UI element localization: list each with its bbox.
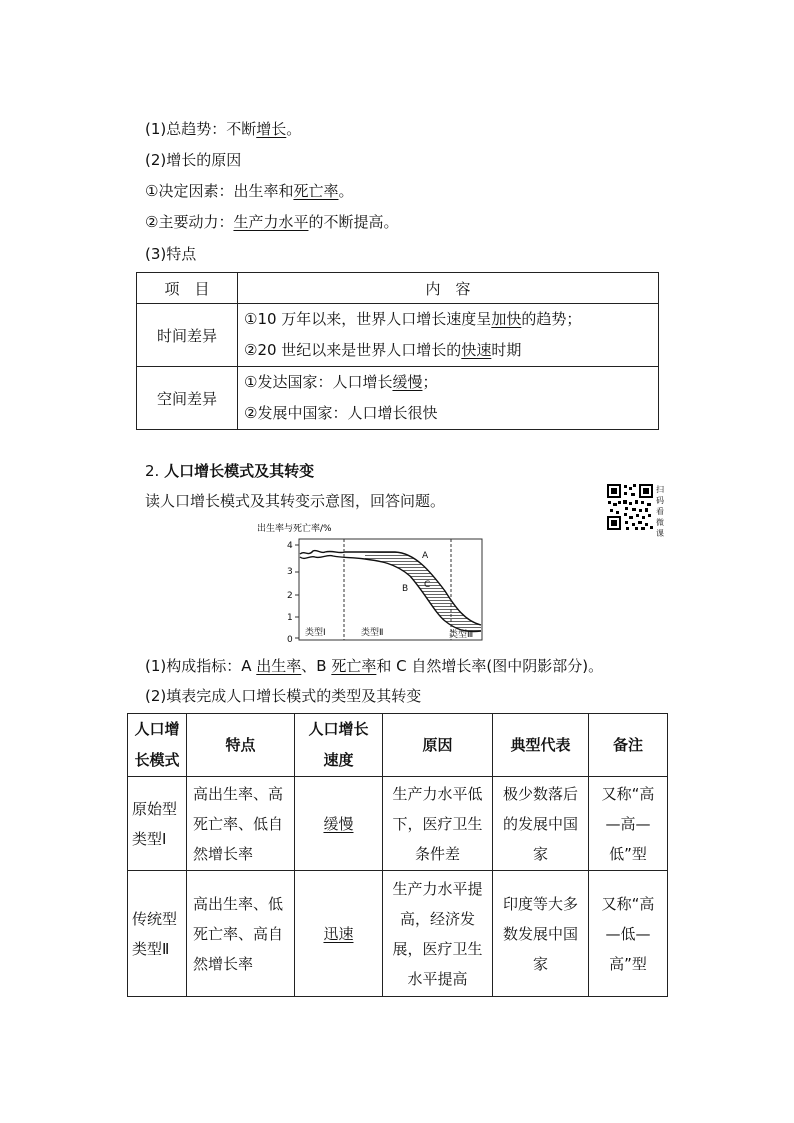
row2-example-text: 印度等大多数发展中国家 [502,894,578,973]
row2-reason-text: 生产力水平提高，经济发展，医疗卫生水平提高 [392,879,483,988]
zone-type-2: 类型Ⅱ [361,628,384,638]
header-speed-text: 人口增长速度 [308,720,369,769]
label-b: B [402,584,409,594]
header-example: 典型代表 [493,714,589,777]
y-tick-3: 3 [287,567,293,577]
time-diff-1-end: 的趋势； [521,310,582,328]
zone-type-1: 类型Ⅰ [305,628,326,638]
features-table-header [137,273,659,304]
growth-model-table-header [128,714,668,777]
qr-label: 扫码看微课 [656,485,664,538]
section-2-heading [145,460,314,481]
table-row [128,871,668,997]
row1-mode-text: 原始型类型Ⅰ [132,799,178,848]
trend-line [145,118,301,139]
row2-note-text: 又称“高—低—高”型 [601,894,655,973]
header-mode [128,714,187,777]
time-diff-point-2 [244,335,658,366]
time-diff-2-text: ②20 世纪以来是世界人口增长的 [244,341,462,359]
row2-reason [383,871,493,997]
space-diff-content [238,367,659,430]
table-row-time [137,304,659,367]
row1-feature [187,777,295,871]
q1-answer-a: 出生率 [256,657,302,675]
main-driver-line [145,211,398,232]
y-tick-2: 2 [287,591,293,601]
section-2-intro: 读人口增长模式及其转变示意图，回答问题。 [145,492,446,510]
time-diff-2-end: 时期 [491,341,522,359]
row1-note-text: 又称“高—高—低”型 [601,784,655,863]
header-mode-text: 人口增长模式 [134,720,180,769]
deciding-factor-line [145,180,353,201]
header-item: 项 目 [137,273,238,304]
header-speed [295,714,383,777]
space-diff-1-end: ； [422,373,438,391]
section-title: 人口增长模式及其转变 [164,462,315,480]
q1-answer-b: 死亡率 [331,657,377,675]
row1-speed-text: 缓慢 [323,814,354,833]
time-diff-point-1 [244,304,658,335]
main-driver-text: ②主要动力： [145,213,234,231]
time-diff-content [238,304,659,367]
label-a: A [422,551,429,561]
features-heading: (3)特点 [145,245,197,263]
row2-speed-text: 迅速 [323,924,354,943]
growth-model-table [127,713,668,997]
deciding-factor-end: 。 [338,182,354,200]
main-driver-end: 的不断提高。 [308,213,399,231]
features-table [136,272,659,430]
space-diff-label: 空间差异 [137,367,238,430]
q1-mid: 、B [301,657,332,675]
zone-type-3: 类型Ⅲ [449,630,474,640]
row2-speed [295,871,383,997]
growth-reason-heading: (2)增长的原因 [145,151,242,169]
space-diff-1-answer: 缓慢 [392,373,423,391]
row2-note [589,871,668,997]
deciding-factor-text: ①决定因素：出生率和 [145,182,294,200]
table-row-space [137,367,659,430]
label-c: C [424,580,431,590]
time-diff-1-text: ①10 万年以来，世界人口增长速度呈 [244,310,492,328]
header-reason: 原因 [383,714,493,777]
row1-example-text: 极少数落后的发展中国家 [502,784,578,863]
y-axis-label: 出生率与死亡率/% [257,524,332,534]
trend-text: (1)总趋势：不断 [145,120,257,138]
row2-example [493,871,589,997]
row1-speed [295,777,383,871]
q1-text: (1)构成指标：A [145,657,257,675]
header-content: 内 容 [238,273,659,304]
header-note: 备注 [589,714,668,777]
row1-mode [128,777,187,871]
row2-feature-text: 高出生率、低死亡率、高自然增长率 [193,894,284,973]
header-feature: 特点 [187,714,295,777]
row1-example [493,777,589,871]
y-tick-4: 4 [287,541,293,551]
population-model-diagram [255,521,487,643]
space-diff-point-2: ②发展中国家：人口增长很快 [244,404,438,422]
trend-answer: 增长 [256,120,287,138]
row2-mode [128,871,187,997]
row1-reason-text: 生产力水平低下，医疗卫生条件差 [392,784,483,863]
row1-note [589,777,668,871]
question-1 [145,655,603,676]
question-2: (2)填表完成人口增长模式的类型及其转变 [145,687,422,705]
table-row [128,777,668,871]
section-number: 2. [145,462,160,480]
deciding-factor-answer: 死亡率 [293,182,339,200]
trend-end: 。 [286,120,302,138]
qr-code-icon[interactable] [606,483,654,531]
row1-reason [383,777,493,871]
row2-feature [187,871,295,997]
main-driver-answer: 生产力水平 [233,213,309,231]
time-diff-2-answer: 快速 [461,341,492,359]
y-tick-1: 1 [287,613,293,623]
space-diff-1-text: ①发达国家：人口增长 [244,373,393,391]
row2-mode-text: 传统型类型Ⅱ [132,909,178,958]
row1-feature-text: 高出生率、高死亡率、低自然增长率 [193,784,284,863]
time-diff-label: 时间差异 [137,304,238,367]
y-tick-0: 0 [287,635,293,643]
q1-end: 和 C 自然增长率(图中阴影部分)。 [376,657,604,675]
space-diff-point-1 [244,367,658,398]
time-diff-1-answer: 加快 [491,310,522,328]
